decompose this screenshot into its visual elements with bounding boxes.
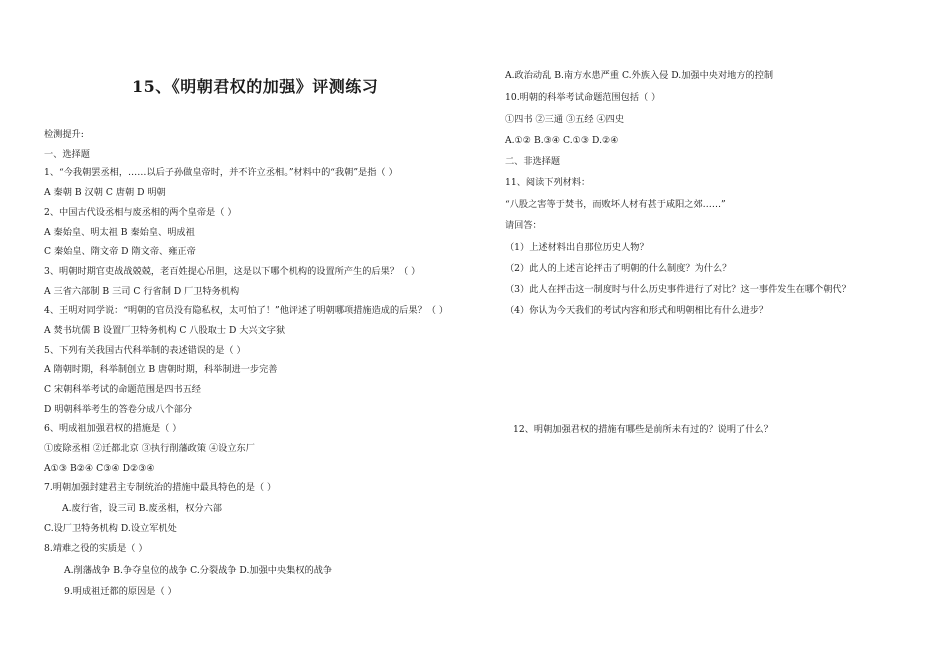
question-1-options: A 秦朝 B 汉朝 C 唐朝 D 明朝 <box>44 187 166 198</box>
question-5: 5、下列有关我国古代科举制的表述错误的是（ ） <box>44 345 246 356</box>
question-5-options-ab: A 隋朝时期，科举制创立 B 唐朝时期，科举制进一步完善 <box>44 364 278 375</box>
question-11-prompt: 请回答： <box>505 220 542 231</box>
question-2-options-ab: A 秦始皇、明太祖 B 秦始皇、明成祖 <box>44 227 195 238</box>
question-9-options: A.政治动乱 B.南方水患严重 C.外族入侵 D.加强中央对地方的控制 <box>505 70 774 81</box>
question-4: 4、王明对同学说：“明朝的官员没有隐私权，太可怕了！”他评述了明朝哪项措施造成的后果？（ ） <box>44 305 449 316</box>
question-6: 6、明成祖加强君权的措施是（ ） <box>44 423 182 434</box>
question-1: 1、“今我朝罢丞相，……以后子孙做皇帝时，并不许立丞相。”材料中的“我朝”是指（ ） <box>44 167 398 178</box>
question-8: 8.靖难之役的实质是（ ） <box>44 543 148 554</box>
question-4-options: A 焚书坑儒 B 设置厂卫特务机构 C 八股取士 D 大兴文字狱 <box>44 325 286 336</box>
question-12: 12、明朝加强君权的措施有哪些是前所未有过的？说明了什么？ <box>513 424 773 435</box>
question-8-options: A.削藩战争 B.争夺皇位的战争 C.分裂战争 D.加强中央集权的战争 <box>64 565 333 576</box>
question-7-options-cd: C.设厂卫特务机构 D.设立军机处 <box>44 523 177 534</box>
question-10: 10.明朝的科举考试命题范围包括（ ） <box>505 92 661 103</box>
question-11-sub-4: （4）你认为今天我们的考试内容和形式和明朝相比有什么进步？ <box>505 305 769 316</box>
question-10-options: A.①② B.③④ C.①③ D.②④ <box>505 135 619 146</box>
question-6-items: ①废除丞相 ②迁都北京 ③执行削藩政策 ④设立东厂 <box>44 443 255 454</box>
question-5-option-d: D 明朝科举考生的答卷分成八个部分 <box>44 404 193 415</box>
question-11-material: “八股之害等于焚书，而败坏人材有甚于咸阳之郊……” <box>505 199 726 210</box>
question-3-options: A 三省六部制 B 三司 C 行省制 D 厂卫特务机构 <box>44 286 240 297</box>
question-11: 11、阅读下列材料： <box>505 177 591 188</box>
page-title: 15、《明朝君权的加强》评测练习 <box>132 77 379 96</box>
question-7-options-ab: A.废行省，设三司 B.废丞相，权分六部 <box>62 503 222 514</box>
question-11-sub-3: （3）此人在抨击这一制度时与什么历史事件进行了对比？这一事件发生在哪个朝代？ <box>505 284 851 295</box>
question-2-options-cd: C 秦始皇、隋文帝 D 隋文帝、雍正帝 <box>44 246 196 257</box>
question-11-sub-1: （1）上述材料出自那位历史人物？ <box>505 242 649 253</box>
question-3: 3、明朝时期官吏战战兢兢，老百姓提心吊胆，这是以下哪个机构的设置所产生的后果？（ ） <box>44 266 421 277</box>
question-10-items: ①四书 ②三通 ③五经 ④四史 <box>505 114 625 125</box>
section-heading-choice: 一、选择题 <box>44 149 90 160</box>
question-5-option-c: C 宋朝科举考试的命题范围是四书五经 <box>44 384 201 395</box>
question-11-sub-2: （2）此人的上述言论抨击了明朝的什么制度？为什么？ <box>505 263 732 274</box>
section-intro: 检测提升: <box>44 129 84 140</box>
question-6-options: A①③ B②④ C③④ D②③④ <box>44 463 155 474</box>
question-7: 7.明朝加强封建君主专制统治的措施中最具特色的是（ ） <box>44 482 277 493</box>
section-heading-nonchoice: 二、非选择题 <box>505 156 561 167</box>
question-9: 9.明成祖迁都的原因是（ ） <box>64 586 177 597</box>
question-2: 2、中国古代设丞相与废丞相的两个皇帝是（ ） <box>44 207 237 218</box>
